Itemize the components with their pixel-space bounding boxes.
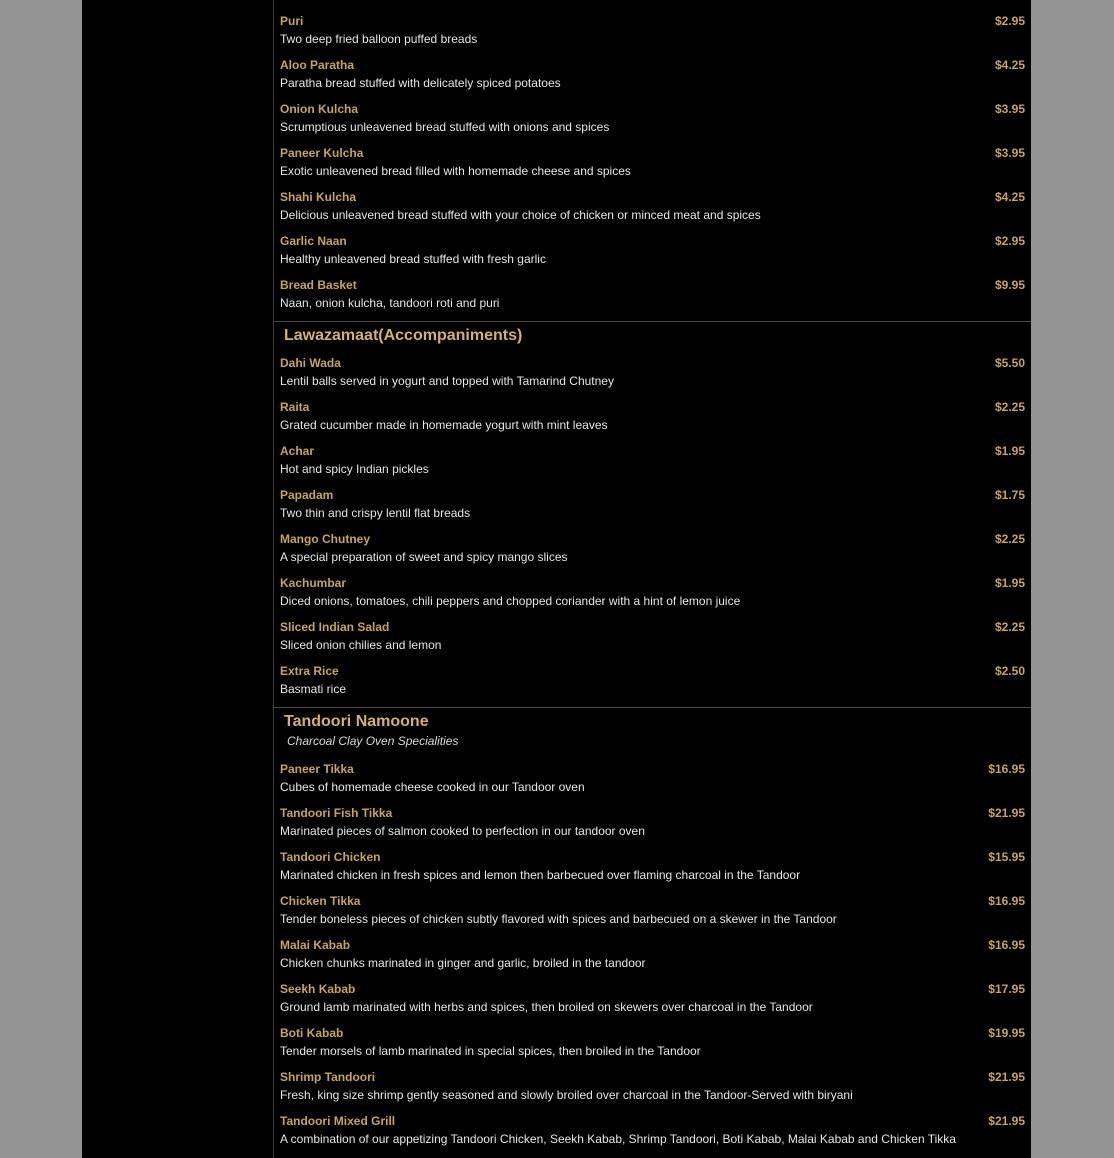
item-price: $4.25 <box>994 190 1025 204</box>
section-subtitle: Charcoal Clay Oven Specialities <box>287 734 459 748</box>
item-price: $2.25 <box>994 620 1025 634</box>
item-name: Tandoori Fish Tikka <box>280 806 393 820</box>
item-price: $2.25 <box>994 400 1025 414</box>
item-description: Healthy unleavened bread stuffed with fresh garlic <box>280 252 546 266</box>
item-name: Puri <box>280 14 304 28</box>
menu-item <box>274 762 1031 806</box>
section-divider <box>274 321 1031 322</box>
item-description: Cubes of homemade cheese cooked in our Tandoor oven <box>280 780 585 794</box>
item-price: $9.95 <box>994 278 1025 292</box>
left-sidebar <box>82 0 274 1158</box>
item-price: $1.95 <box>994 444 1025 458</box>
item-name: Tandoori Mixed Grill <box>280 1114 396 1128</box>
item-description: Marinated pieces of salmon cooked to perfection in our tandoor oven <box>280 824 645 838</box>
item-price: $19.95 <box>988 1026 1025 1040</box>
item-name: Chicken Tikka <box>280 894 361 908</box>
menu-item <box>274 102 1031 146</box>
item-description: A special preparation of sweet and spicy mango slices <box>280 550 568 564</box>
item-description: Naan, onion kulcha, tandoori roti and puri <box>280 296 500 310</box>
menu-item <box>274 1114 1031 1158</box>
item-description: Diced onions, tomatoes, chili peppers and chopped coriander with a hint of lemon juice <box>280 594 741 608</box>
menu-item <box>274 356 1031 400</box>
menu-item <box>274 400 1031 444</box>
menu-item <box>274 664 1031 708</box>
item-price: $16.95 <box>988 938 1025 952</box>
menu-item <box>274 532 1031 576</box>
section-divider <box>274 707 1031 708</box>
item-name: Tandoori Chicken <box>280 850 381 864</box>
item-description: Scrumptious unleavened bread stuffed with onions and spices <box>280 120 610 134</box>
menu-item <box>274 620 1031 664</box>
page-container <box>82 0 1031 1158</box>
item-price: $2.95 <box>994 234 1025 248</box>
item-description: Lentil balls served in yogurt and topped with Tamarind Chutney <box>280 374 614 388</box>
item-name: Shrimp Tandoori <box>280 1070 376 1084</box>
item-price: $15.95 <box>988 850 1025 864</box>
item-description: Delicious unleavened bread stuffed with your choice of chicken or minced meat and spices <box>280 208 761 222</box>
item-name: Boti Kabab <box>280 1026 344 1040</box>
menu-item <box>274 894 1031 938</box>
menu-item <box>274 806 1031 850</box>
item-name: Shahi Kulcha <box>280 190 357 204</box>
item-price: $5.50 <box>994 356 1025 370</box>
item-name: Garlic Naan <box>280 234 347 248</box>
item-description: Exotic unleavened bread filled with homemade cheese and spices <box>280 164 631 178</box>
menu-item <box>274 444 1031 488</box>
item-description: Chicken chunks marinated in ginger and garlic, broiled in the tandoor <box>280 956 646 970</box>
item-description: Tender morsels of lamb marinated in special spices, then broiled in the Tandoor <box>280 1044 701 1058</box>
item-name: Aloo Paratha <box>280 58 355 72</box>
menu-item <box>274 1026 1031 1070</box>
menu-item <box>274 850 1031 894</box>
item-description: Basmati rice <box>280 682 347 696</box>
item-name: Kachumbar <box>280 576 347 590</box>
item-name: Raita <box>280 400 310 414</box>
item-description: Grated cucumber made in homemade yogurt with mint leaves <box>280 418 608 432</box>
menu-item <box>274 938 1031 982</box>
item-description: A combination of our appetizing Tandoori Chicken, Seekh Kabab, Shrimp Tandoori, Boti Kabab, Malai Kabab and Chicken Tikka <box>280 1132 956 1146</box>
item-name: Paneer Kulcha <box>280 146 364 160</box>
item-price: $17.95 <box>988 982 1025 996</box>
menu-content <box>274 0 1031 1158</box>
item-name: Extra Rice <box>280 664 339 678</box>
item-description: Two deep fried balloon puffed breads <box>280 32 478 46</box>
menu-item <box>274 190 1031 234</box>
item-price: $2.25 <box>994 532 1025 546</box>
section-title: Tandoori Namoone <box>284 713 429 730</box>
item-price: $3.95 <box>994 102 1025 116</box>
item-name: Malai Kabab <box>280 938 351 952</box>
item-description: Tender boneless pieces of chicken subtly flavored with spices and barbecued on a skewer in the Tandoor <box>280 912 837 926</box>
section-title: Lawazamaat(Accompaniments) <box>284 327 523 344</box>
menu-item <box>274 146 1031 190</box>
menu-item <box>274 278 1031 322</box>
item-name: Papadam <box>280 488 334 502</box>
item-name: Sliced Indian Salad <box>280 620 390 634</box>
item-description: Paratha bread stuffed with delicately spiced potatoes <box>280 76 561 90</box>
item-price: $1.95 <box>994 576 1025 590</box>
item-description: Fresh, king size shrimp gently seasoned and slowly broiled over charcoal in the Tandoor-Served with biryani <box>280 1088 853 1102</box>
item-price: $16.95 <box>988 894 1025 908</box>
menu-item <box>274 1070 1031 1114</box>
item-price: $3.95 <box>994 146 1025 160</box>
menu-item <box>274 488 1031 532</box>
item-name: Mango Chutney <box>280 532 370 546</box>
item-price: $2.95 <box>994 14 1025 28</box>
menu-item <box>274 58 1031 102</box>
menu-item <box>274 982 1031 1026</box>
item-name: Dahi Wada <box>280 356 341 370</box>
menu-item <box>274 576 1031 620</box>
item-price: $1.75 <box>994 488 1025 502</box>
item-price: $2.50 <box>994 664 1025 678</box>
item-price: $21.95 <box>988 1070 1025 1084</box>
item-price: $21.95 <box>988 1114 1025 1128</box>
item-description: Hot and spicy Indian pickles <box>280 462 429 476</box>
item-description: Sliced onion chilies and lemon <box>280 638 442 652</box>
item-price: $21.95 <box>988 806 1025 820</box>
item-name: Seekh Kabab <box>280 982 356 996</box>
item-price: $16.95 <box>988 762 1025 776</box>
item-description: Marinated chicken in fresh spices and lemon then barbecued over flaming charcoal in the Tandoor <box>280 868 801 882</box>
menu-item <box>274 234 1031 278</box>
item-name: Paneer Tikka <box>280 762 354 776</box>
item-name: Onion Kulcha <box>280 102 358 116</box>
item-name: Bread Basket <box>280 278 357 292</box>
menu-item <box>274 14 1031 58</box>
item-description: Two thin and crispy lentil flat breads <box>280 506 471 520</box>
item-description: Ground lamb marinated with herbs and spices, then broiled on skewers over charcoal in the Tandoor <box>280 1000 813 1014</box>
item-name: Achar <box>280 444 315 458</box>
item-price: $4.25 <box>994 58 1025 72</box>
